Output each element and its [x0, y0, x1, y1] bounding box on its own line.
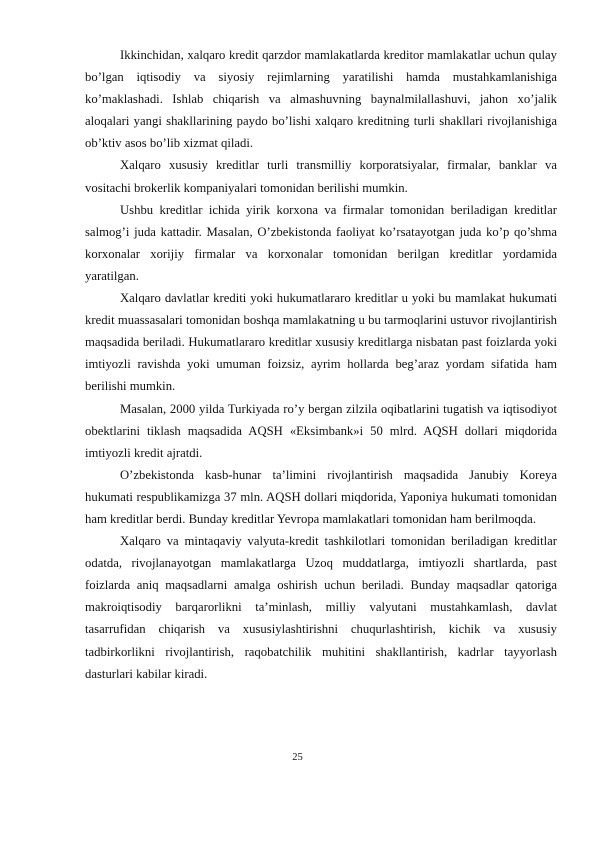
paragraph-4: Xalqaro davlatlar krediti yoki hukumatlararo kreditlar u yoki bu mamlakat hukumati kredit muassasalari tomonidan boshqa mamlakatning u bu tarmoqlarini ustuvor rivojlantirish maqsadida beriladi. Hukumatlararo kreditlar xususiy kreditlarga nisbatan past foizlarda yoki imtiyozli ravishda yoki umuman foizsiz, ayrim hollarda beg’araz yordam sifatida ham berilishi mumkin. — [85, 291, 557, 394]
paragraph-3: Ushbu kreditlar ichida yirik korxona va firmalar tomonidan beriladigan kreditlar salmog’i juda kattadir. Masalan, O’zbekistonda faoliyat ko’rsatayotgan juda ko’p qo’shma korxonalar xorijiy firmalar va korxonalar tomonidan berilgan kreditlar yordamida yaratilgan. — [85, 202, 557, 283]
paragraph-2: Xalqaro xususiy kreditlar turli transmilliy korporatsiyalar, firmalar, banklar va vositachi brokerlik kompaniyalari tomonidan berilishi mumkin. — [85, 158, 557, 195]
paragraph-5: Masalan, 2000 yilda Turkiyada ro’y bergan zilzila oqibatlarini tugatish va iqtisodiyot obektlarini tiklash maqsadida AQSH «Eksimbank»i 50 mlrd. AQSH dollari miqdorida imtiyozli kredit ajratdi. — [85, 401, 557, 460]
document-body — [85, 44, 557, 685]
paragraph-7: Xalqaro va mintaqaviy valyuta-kredit tashkilotlari tomonidan beriladigan kreditlar odatda, rivojlanayotgan mamlakatlarga Uzoq muddatlarga, imtiyozli shartlarda, past foizlarda aniq maqsadlarni amalga oshirish uchun beriladi. Bunday maqsadlar qatoriga makroiqtisodiy barqarorlikni ta’minlash, milliy valyutani mustahkamlash, davlat tasarrufidan chiqarish va xususiylashtirishni chuqurlashtirish, kichik va xususiy tadbirkorlikni rivojlantirish, raqobatchilik muhitini shakllantirish, kadrlar tayyorlash dasturlari kabilar kiradi. — [85, 534, 557, 681]
page-number: 25 — [292, 752, 303, 763]
paragraph-6: O’zbekistonda kasb-hunar ta’limini rivojlantirish maqsadida Janubiy Koreya hukumati respublikamizga 37 mln. AQSH dollari miqdorida, Yaponiya hukumati tomonidan ham kreditlar berdi. Bunday kreditlar Yevropa mamlakatlari tomonidan ham berilmoqda. — [85, 467, 557, 526]
paragraph-1: Ikkinchidan, xalqaro kredit qarzdor mamlakatlarda kreditor mamlakatlar uchun qulay bo’lgan iqtisodiy va siyosiy rejimlarning yaratilishi hamda mustahkamlanishiga ko’maklashadi. Ishlab chiqarish va almashuvning baynalmilallashuvi, jahon xo’jalik aloqalari yangi shakllarining paydo bo’lishi xalqaro kreditning turli shakllari rivojlanishiga ob’ktiv asos bo’lib xizmat qiladi. — [85, 48, 557, 151]
